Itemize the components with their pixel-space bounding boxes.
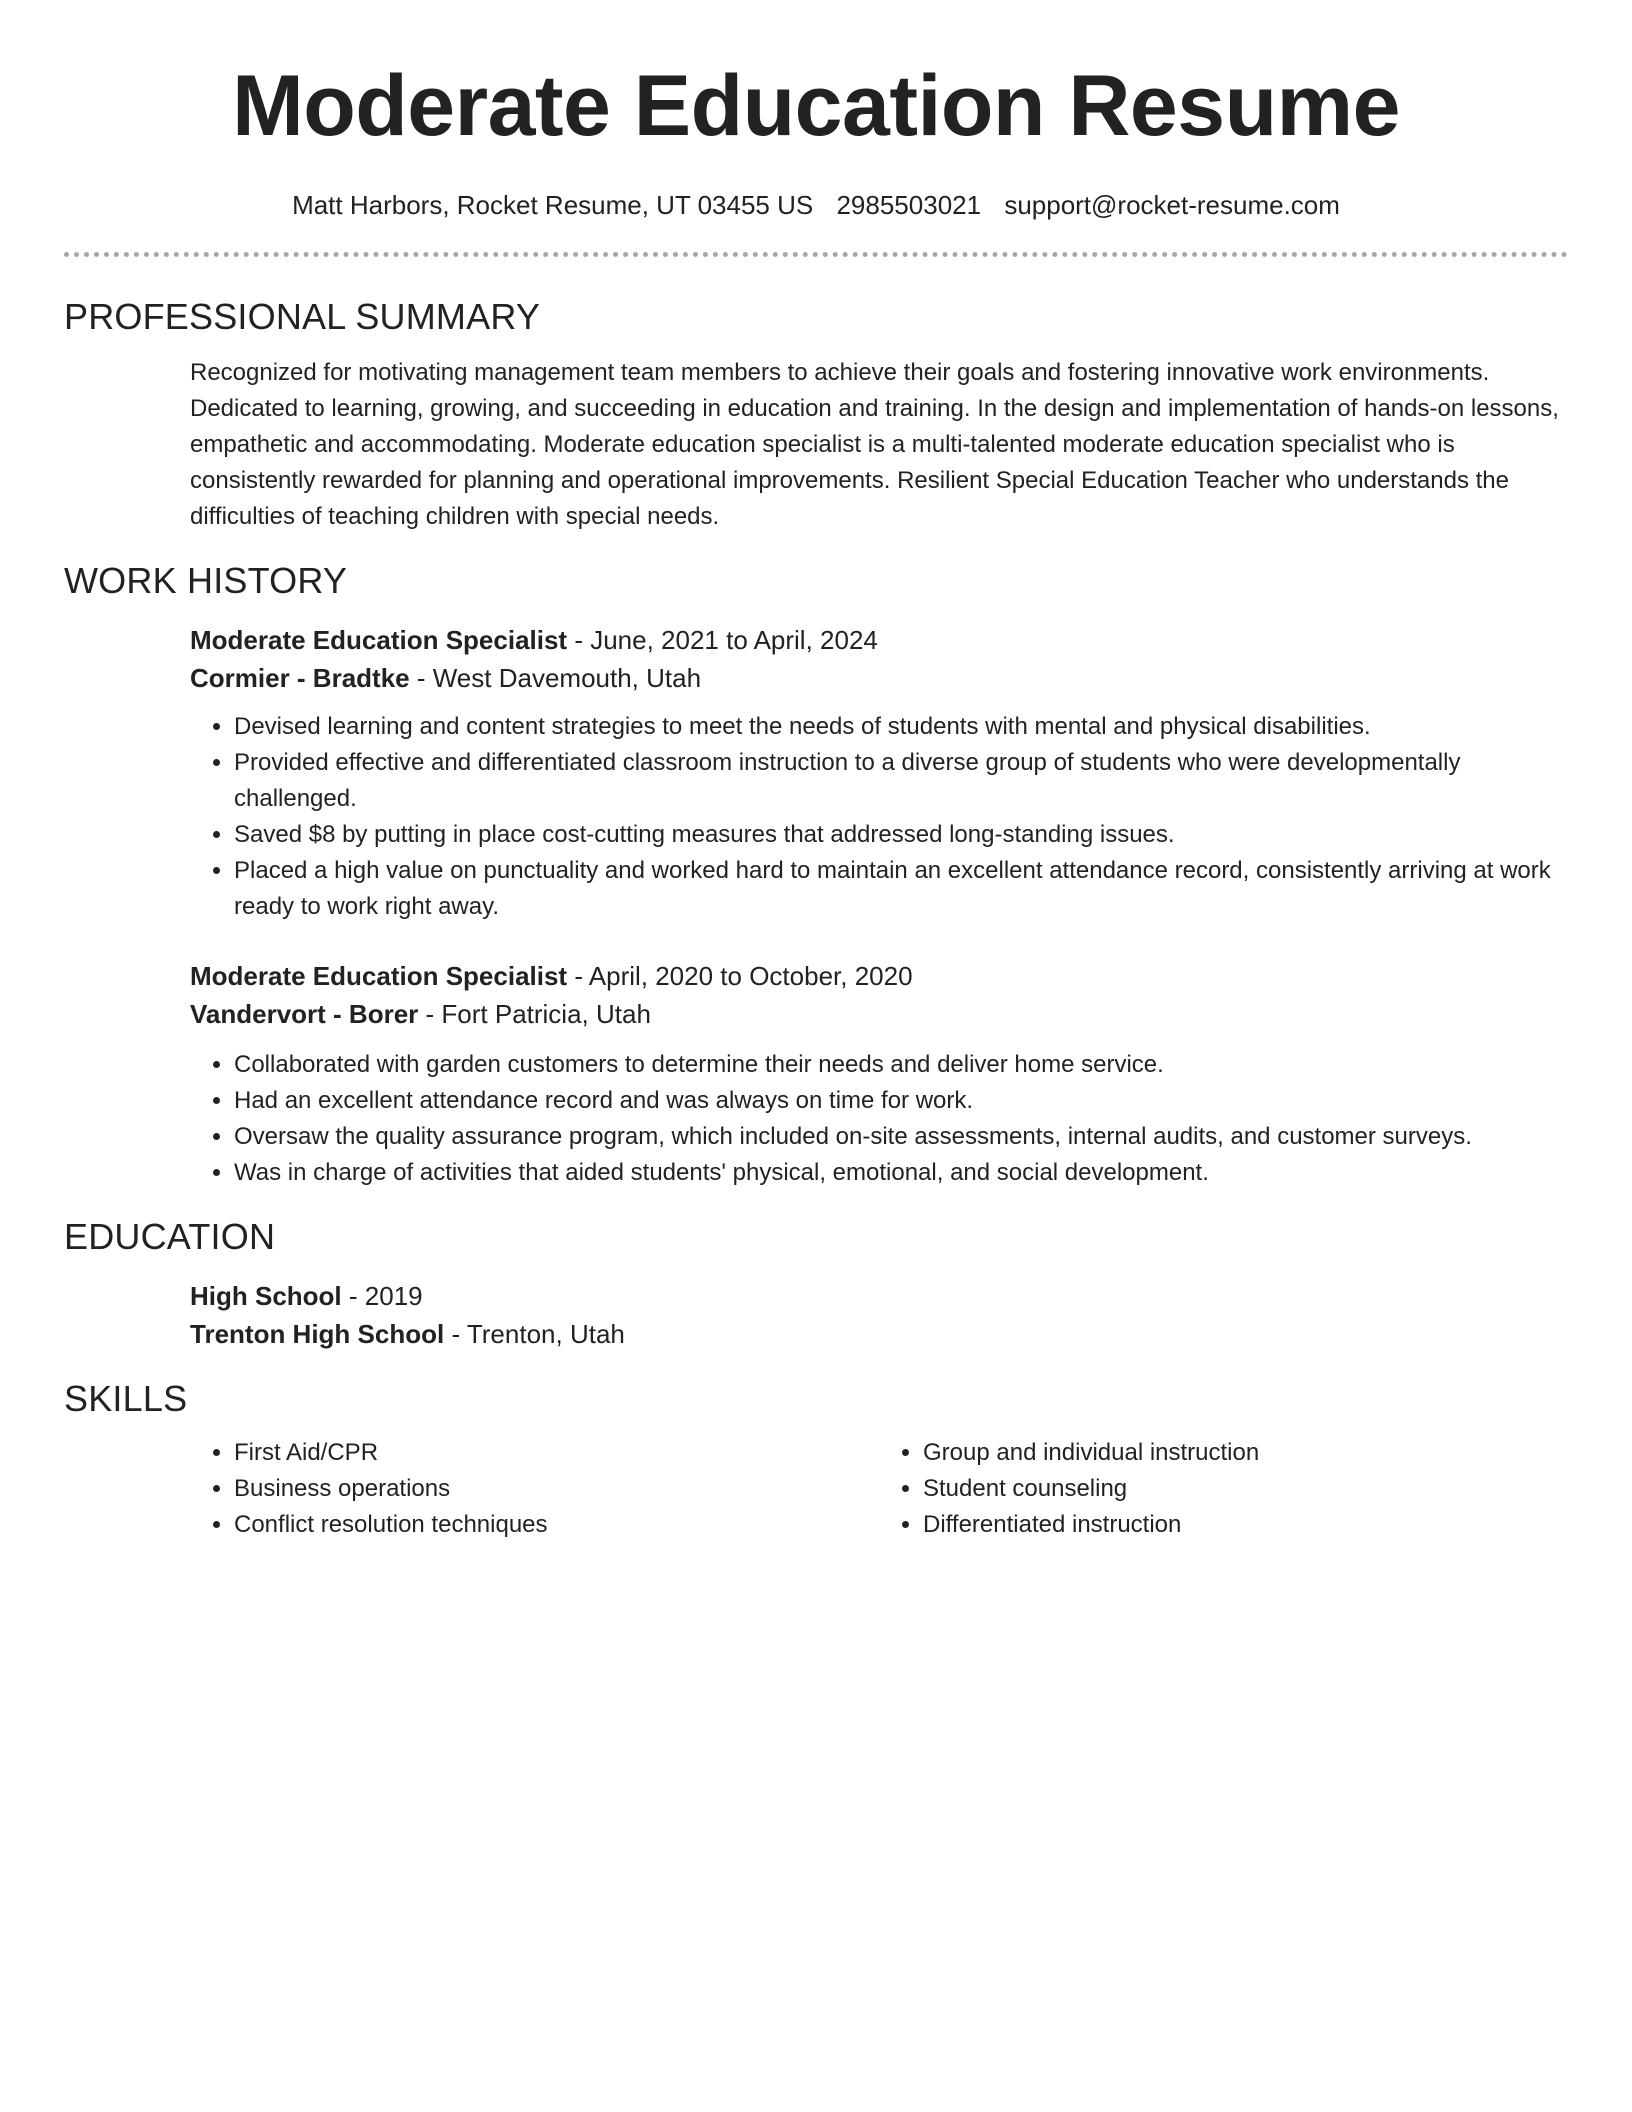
contact-phone: 2985503021 <box>836 190 982 220</box>
education-school-line <box>190 1315 1568 1353</box>
job-bullet: • Was in charge of activities that aided students' physical, emotional, and social development. <box>234 1155 1568 1191</box>
job-bullets <box>190 709 1568 925</box>
skills-list-left <box>190 1435 879 1543</box>
job-bullet: • Placed a high value on punctuality and worked hard to maintain an excellent attendance record, consistently arriving at work ready to work right away. <box>234 853 1568 925</box>
skill-item: • Business operations <box>234 1471 879 1507</box>
work-history-heading: WORK HISTORY <box>64 560 348 601</box>
work-history-section <box>64 559 1568 1191</box>
job-entry <box>64 621 1568 925</box>
job-entry <box>64 957 1568 1191</box>
education-heading: EDUCATION <box>64 1216 276 1257</box>
resume-title: Moderate Education Resume <box>232 58 1400 154</box>
job-title: Moderate Education Specialist <box>190 625 568 655</box>
skill-item: • First Aid/CPR <box>234 1435 879 1471</box>
skill-item: • Group and individual instruction <box>923 1435 1568 1471</box>
job-bullet: • Had an excellent attendance record and was always on time for work. <box>234 1083 1568 1119</box>
education-school: Trenton High School <box>190 1319 445 1349</box>
job-title-line <box>190 957 1568 995</box>
summary-section <box>64 295 1568 535</box>
summary-heading: PROFESSIONAL SUMMARY <box>64 296 541 337</box>
job-bullet: • Devised learning and content strategies to meet the needs of students with mental and physical disabilities. <box>234 709 1568 745</box>
contact-line <box>64 188 1568 222</box>
job-company-line <box>190 995 1568 1033</box>
contact-email: support@rocket-resume.com <box>1004 190 1340 220</box>
job-bullet: • Oversaw the quality assurance program, which included on-site assessments, internal audits, and customer surveys. <box>234 1119 1568 1155</box>
job-location: - Fort Patricia, Utah <box>418 999 651 1029</box>
skill-item: • Differentiated instruction <box>923 1507 1568 1543</box>
education-degree: High School <box>190 1281 342 1311</box>
job-dates: - June, 2021 to April, 2024 <box>567 625 878 655</box>
header-divider <box>64 252 1568 257</box>
job-dates: - April, 2020 to October, 2020 <box>567 961 913 991</box>
contact-address: Matt Harbors, Rocket Resume, UT 03455 US <box>292 190 814 220</box>
job-company-line <box>190 659 1568 697</box>
skills-section <box>64 1377 1568 1543</box>
job-company: Vandervort - Borer <box>190 999 419 1029</box>
job-location: - West Davemouth, Utah <box>409 663 702 693</box>
job-bullet: • Provided effective and differentiated classroom instruction to a diverse group of students who were developmentally challenged. <box>234 745 1568 817</box>
skills-list-right <box>879 1435 1568 1543</box>
skill-item: • Student counseling <box>923 1471 1568 1507</box>
skill-item: • Conflict resolution techniques <box>234 1507 879 1543</box>
job-title-line <box>190 621 1568 659</box>
skills-heading: SKILLS <box>64 1378 188 1419</box>
skills-grid <box>190 1435 1568 1543</box>
education-year: - 2019 <box>341 1281 423 1311</box>
job-bullet: • Saved $8 by putting in place cost-cutting measures that addressed long-standing issues. <box>234 817 1568 853</box>
job-company: Cormier - Bradtke <box>190 663 410 693</box>
job-title: Moderate Education Specialist <box>190 961 568 991</box>
summary-text: Recognized for motivating management team members to achieve their goals and fostering innovative work environments. Dedicated to learning, growing, and succeeding in education and training. In the design and implementation of hands-on lessons, empathetic and accommodating. Moderate education specialist is a multi-talented moderate education specialist who is consistently rewarded for planning and operational improvements. Resilient Special Education Teacher who understands the difficulties of teaching children with special needs. <box>190 359 1559 530</box>
job-bullet: • Collaborated with garden customers to determine their needs and deliver home service. <box>234 1047 1568 1083</box>
education-location: - Trenton, Utah <box>444 1319 625 1349</box>
job-bullets <box>190 1047 1568 1191</box>
education-degree-line <box>190 1277 1568 1315</box>
education-section <box>64 1215 1568 1353</box>
